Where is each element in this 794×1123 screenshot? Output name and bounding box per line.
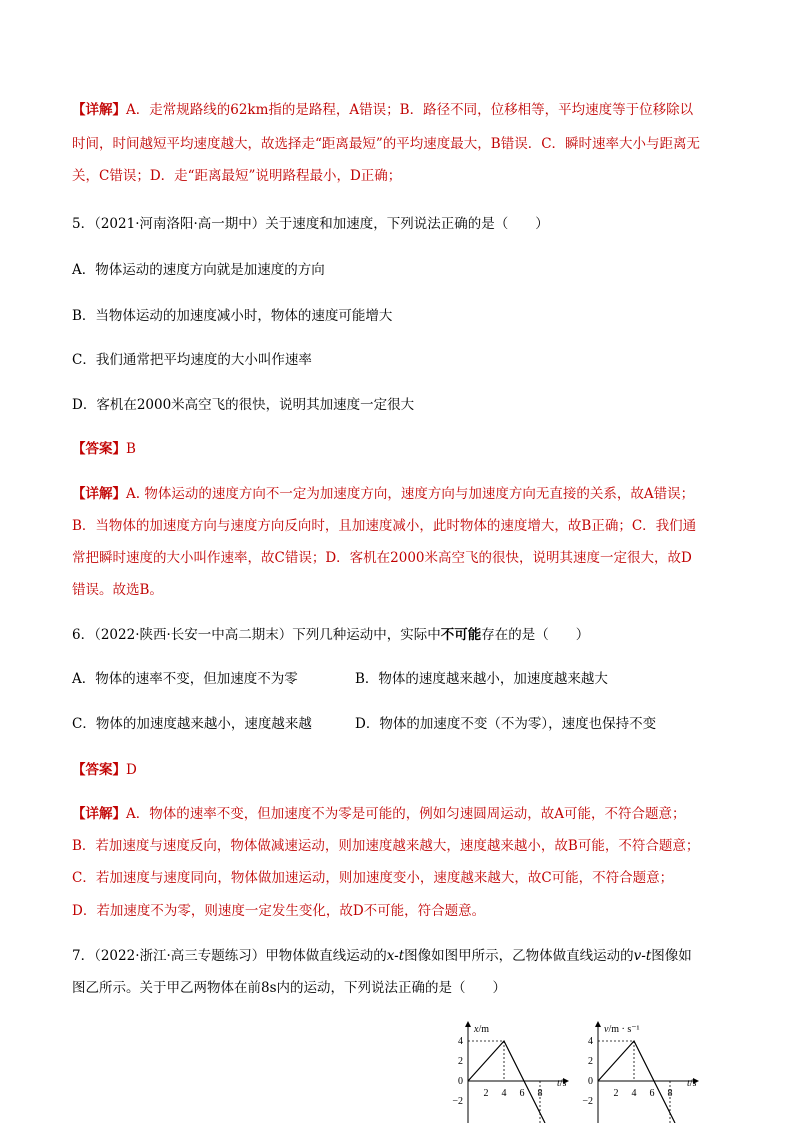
x-t-line: [468, 1041, 545, 1123]
explain-line-2: 时间，时间越短平均速度越大，故选择走“距离最短”的平均速度最大，B错误．C．瞬时速率大小与距离无: [72, 136, 701, 152]
explain-line-3: 常把瞬时速度的大小叫作速率，故C错误；D．客机在2000米高空飞的很快，说明其速度一定很大，故D: [72, 550, 692, 566]
question-7-stem-line-2: 图乙所示。关于甲乙两物体在前8s内的运动，下列说法正确的是（ ）: [72, 980, 507, 996]
y-tick-4: 4: [588, 1036, 593, 1047]
answer-tag: 【答案】: [72, 762, 126, 778]
x-axis-label: t/s: [557, 1078, 567, 1089]
explain-line-3: C．若加速度与速度同向，物体做加速运动，则加速度变小，速度越来越大，故C可能，不符合题意；: [72, 870, 674, 886]
explain-line-2: B．当物体的加速度方向与速度方向反向时，且加速度减小，此时物体的速度增大，故B正确；C．我们通: [72, 518, 697, 534]
answer-value: B: [126, 441, 136, 457]
question-6-stem: 6．（2022·陕西·长安一中高二期末）下列几种运动中，实际中不可能存在的是（ ）: [72, 627, 590, 643]
y-tick-4: 4: [458, 1036, 463, 1047]
explain-line-4: 错误。故选B。: [72, 582, 163, 598]
x-tick-6: 6: [519, 1088, 525, 1099]
explain-line-3: 关，C错误；D．走“距离最短”说明路程最小，D正确；: [72, 168, 402, 184]
x-tick-6: 6: [649, 1088, 655, 1099]
question-5-stem: 5．（2021·河南洛阳·高一期中）关于速度和加速度，下列说法正确的是（ ）: [72, 216, 549, 232]
question-6-option-b: B．物体的速度越来越小，加速度越来越大: [355, 671, 608, 687]
x-tick-2: 2: [613, 1088, 619, 1099]
question-5-option-a: A．物体运动的速度方向就是加速度的方向: [72, 262, 325, 278]
x-tick-8: 8: [537, 1088, 543, 1099]
x-axis-label: t/s: [687, 1078, 697, 1089]
question-5-option-c: C．我们通常把平均速度的大小叫作速率: [72, 352, 312, 368]
question-6-option-d: D．物体的加速度不变（不为零），速度也保持不变: [355, 716, 657, 732]
y-tick-2: 2: [458, 1056, 463, 1067]
y-tick-2: 2: [588, 1056, 593, 1067]
y-tick-0: 0: [458, 1076, 463, 1087]
y-tick-0: 0: [588, 1076, 593, 1087]
y-axis-label: x/m: [474, 1024, 490, 1035]
v-t-line: [598, 1041, 675, 1123]
x-tick-2: 2: [483, 1088, 489, 1099]
explain-tag: 【详解】: [72, 486, 126, 502]
explain-tag: 【详解】: [72, 806, 126, 822]
answer-tag: 【答案】: [72, 441, 126, 457]
y-tick-neg2: −2: [582, 1096, 593, 1107]
x-tick-8: 8: [667, 1088, 673, 1099]
graph-v-t: [576, 1020, 710, 1123]
explain-line-2: B．若加速度与速度反向，物体做减速运动，则加速度越来越大，速度越来越小，故B可能，不符合题意；: [72, 838, 700, 854]
x-tick-4: 4: [631, 1088, 637, 1099]
question-6-option-c: C．物体的加速度越来越小，速度越来越: [72, 716, 312, 732]
explain-line-1: A．物体的速率不变，但加速度不为零是可能的，例如匀速圆周运动，故A可能，不符合题意；: [126, 806, 686, 822]
graph-x-t: [446, 1020, 580, 1123]
x-tick-4: 4: [501, 1088, 507, 1099]
explain-line-1: A. 物体运动的速度方向不一定为加速度方向，速度方向与加速度方向无直接的关系，故A错误；: [126, 486, 695, 502]
y-tick-neg2: −2: [452, 1096, 463, 1107]
answer-value: D: [126, 762, 137, 778]
y-axis-label: v/m · s⁻¹: [604, 1024, 640, 1035]
question-6-option-a: A．物体的速率不变，但加速度不为零: [72, 671, 298, 687]
explain-line-1: A．走常规路线的62km指的是路程，A错误；B．路径不同，位移相等，平均速度等于位移除以: [126, 102, 694, 118]
question-5-option-b: B．当物体运动的加速度减小时，物体的速度可能增大: [72, 308, 393, 324]
explain-tag: 【详解】: [72, 102, 126, 118]
explain-line-4: D．若加速度不为零，则速度一定发生变化，故D不可能，符合题意。: [72, 903, 486, 919]
question-7-stem-line-1: 7．（2022·浙江·高三专题练习）甲物体做直线运动的x-t图像如图甲所示，乙物体做直线运动的v-t图像如: [72, 948, 692, 964]
question-5-option-d: D．客机在2000米高空飞的很快，说明其加速度一定很大: [72, 397, 415, 413]
emphasis-not-possible: 不可能: [440, 627, 482, 643]
